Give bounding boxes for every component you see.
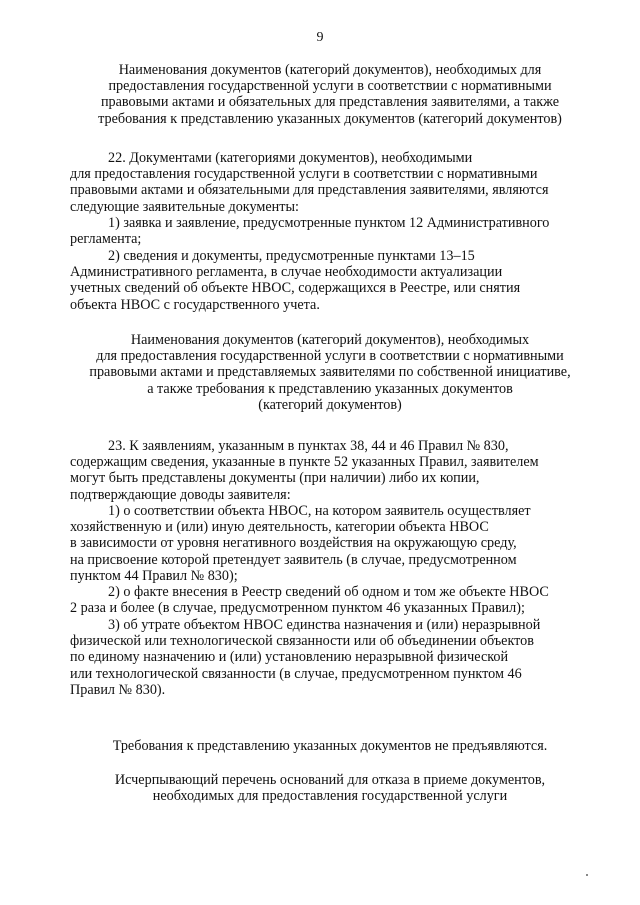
- list-item-line: регламента;: [70, 231, 142, 248]
- paragraph-23: [70, 438, 590, 503]
- heading-line: а также требования к представлению указанных документов: [147, 380, 513, 397]
- heading-line: необходимых для предоставления государственной услуги: [152, 788, 508, 805]
- paragraph-22: [70, 150, 590, 215]
- list-item-line: 1) заявка и заявление, предусмотренные пунктом 12 Административного: [108, 215, 550, 231]
- list-item-line: Правил № 830).: [70, 681, 166, 698]
- list-item-line: 1) о соответствии объекта НВОС, на котором заявитель осуществляет: [108, 503, 531, 519]
- list-item-line: или технологической связанности (в случае, предусмотренном пунктом 46: [70, 665, 522, 682]
- paragraph-line: содержащим сведения, указанные в пункте 52 указанных Правил, заявителем: [70, 454, 539, 471]
- section-heading-optional-documents: [70, 332, 590, 413]
- list-item-line: учетных сведений об объекте НВОС, содержащихся в Реестре, или снятия: [70, 280, 521, 297]
- heading-line: правовыми актами и представляемых заявителями по собственной инициативе,: [89, 364, 571, 381]
- requirements-note: [70, 738, 590, 754]
- paragraph-23-item-3: [70, 617, 590, 698]
- list-item-line: 3) об утрате объектом НВОС единства назначения и (или) неразрывной: [108, 617, 541, 633]
- paragraph-line: 22. Документами (категориями документов), необходимыми: [108, 150, 473, 166]
- paragraph-line: для предоставления государственной услуги в соответствии с нормативными: [70, 166, 538, 183]
- scan-speck: [586, 874, 588, 876]
- list-item-line: 2) о факте внесения в Реестр сведений об одном и том же объекте НВОС: [108, 584, 549, 600]
- list-item-line: 2) сведения и документы, предусмотренные пунктами 13–15: [108, 248, 475, 264]
- heading-line: (категорий документов): [258, 396, 402, 413]
- list-item-line: на присвоение которой претендует заявитель (в случае, предусмотренном: [70, 551, 517, 568]
- paragraph-23-item-2: [70, 584, 590, 616]
- section-heading-required-documents: [70, 62, 590, 127]
- list-item-line: физической или технологической связанности или об объединении объектов: [70, 633, 534, 650]
- note-line: Требования к представлению указанных документов не предъявляются.: [112, 738, 548, 754]
- heading-line: Исчерпывающий перечень оснований для отказа в приеме документов,: [114, 772, 546, 788]
- paragraph-line: могут быть представлены документы (при наличии) либо их копии,: [70, 470, 480, 487]
- heading-line: для предоставления государственной услуги в соответствии с нормативными: [96, 348, 564, 365]
- list-item-line: Административного регламента, в случае необходимости актуализации: [70, 264, 503, 281]
- heading-line: требования к представлению указанных документов (категорий документов): [98, 110, 562, 127]
- paragraph-line: правовыми актами и обязательными для представления заявителями, являются: [70, 182, 549, 199]
- heading-line: правовыми актами и обязательных для представления заявителями, а также: [100, 94, 560, 111]
- list-item-line: хозяйственную и (или) иную деятельность, категории объекта НВОС: [70, 519, 489, 536]
- paragraph-22-item-1: [70, 215, 590, 247]
- paragraph-line: 23. К заявлениям, указанным в пунктах 38, 44 и 46 Правил № 830,: [108, 438, 509, 454]
- list-item-line: пунктом 44 Правил № 830);: [70, 567, 238, 584]
- heading-line: Наименования документов (категорий документов), необходимых для: [118, 62, 542, 78]
- page-number: 9: [316, 30, 324, 45]
- list-item-line: 2 раза и более (в случае, предусмотренном пунктом 46 указанных Правил);: [70, 600, 525, 617]
- paragraph-line: следующие заявительные документы:: [70, 198, 299, 215]
- list-item-line: в зависимости от уровня негативного воздействия на окружающую среду,: [70, 535, 517, 552]
- list-item-line: по единому назначению и (или) установлению неразрывной физической: [70, 649, 509, 666]
- section-heading-refusal-grounds: [70, 772, 590, 804]
- list-item-line: объекта НВОС с государственного учета.: [70, 296, 320, 313]
- heading-line: предоставления государственной услуги в соответствии с нормативными: [108, 78, 552, 95]
- paragraph-23-item-1: [70, 503, 590, 584]
- paragraph-22-item-2: [70, 248, 590, 313]
- heading-line: Наименования документов (категорий документов), необходимых: [130, 332, 530, 348]
- paragraph-line: подтверждающие доводы заявителя:: [70, 486, 291, 503]
